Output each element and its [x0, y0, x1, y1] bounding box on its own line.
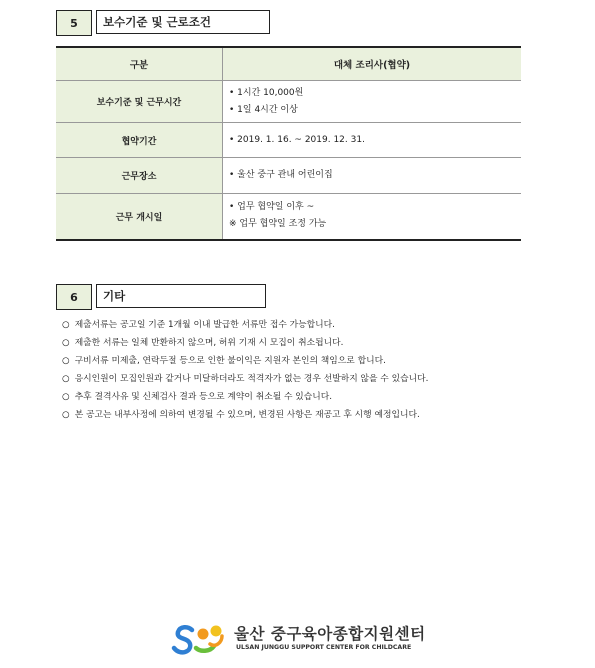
row-value-line: • 1일 4시간 이상: [229, 104, 298, 115]
note-text: 본 공고는 내부사정에 의하여 변경될 수 있으며, 변경된 사항은 재공고 후 시행 예정입니다.: [74, 410, 420, 420]
list-item: [62, 388, 428, 406]
row-value-line: ※ 업무 협약일 조정 가능: [229, 219, 327, 230]
note-text: 추후 결격사유 및 신체검사 결과 등으로 계약이 취소될 수 있습니다.: [74, 392, 333, 402]
list-item: [62, 370, 428, 388]
circle-bullet-icon: ○: [62, 338, 70, 348]
notes-list: [62, 316, 428, 424]
column-header: 구분: [56, 47, 223, 81]
row-value: [223, 194, 522, 240]
row-value-line: • 1시간 10,000원: [229, 87, 304, 98]
section-title: 기타: [96, 284, 266, 308]
row-label: 협약기간: [56, 123, 223, 158]
section-number: 6: [56, 284, 92, 310]
table-header-row: [56, 47, 521, 81]
table-row: [56, 123, 521, 158]
row-label: 보수기준 및 근무시간: [56, 81, 223, 123]
section-5-header: [56, 10, 270, 36]
list-item: [62, 316, 428, 334]
circle-bullet-icon: ○: [62, 356, 70, 366]
section-6-header: [56, 284, 266, 310]
row-value: [223, 158, 522, 194]
table-row: [56, 81, 521, 123]
circle-bullet-icon: ○: [62, 410, 70, 420]
column-header: 대체 조리사(협약): [223, 47, 522, 81]
center-name-english: ULSAN JUNGGU SUPPORT CENTER FOR CHILDCARE: [236, 644, 412, 651]
row-value-line: • 2019. 1. 16. ~ 2019. 12. 31.: [229, 134, 365, 145]
footer-logo: [170, 620, 432, 660]
note-text: 제출서류는 공고일 기준 1개월 이내 발급한 서류만 접수 가능합니다.: [74, 320, 335, 330]
list-item: [62, 334, 428, 352]
row-value: [223, 123, 522, 158]
circle-bullet-icon: ○: [62, 374, 70, 384]
row-value-line: • 울산 중구 관내 어린이집: [229, 170, 333, 180]
center-name-korean: 울산 중구육아종합지원센터: [234, 625, 426, 643]
note-text: 구비서류 미제출, 연락두절 등으로 인한 불이익은 지원자 본인의 책임으로 합니다.: [74, 356, 386, 366]
section-number: 5: [56, 10, 92, 36]
note-text: 제출한 서류는 일체 반환하지 않으며, 허위 기재 시 모집이 취소됩니다.: [74, 338, 344, 348]
list-item: [62, 352, 428, 370]
table-row: [56, 158, 521, 194]
conditions-table: [56, 46, 521, 241]
section-title: 보수기준 및 근로조건: [96, 10, 270, 34]
circle-bullet-icon: ○: [62, 392, 70, 402]
table-row: [56, 194, 521, 240]
row-value-line: • 업무 협약일 이후 ~: [229, 202, 315, 213]
note-text: 응시인원이 모집인원과 같거나 미달하더라도 적격자가 없는 경우 선발하지 않을 수 있습니다.: [74, 374, 429, 384]
circle-bullet-icon: ○: [62, 320, 70, 330]
row-value: [223, 81, 522, 123]
child-care-logo-icon: [170, 622, 226, 656]
list-item: [62, 406, 428, 424]
row-label: 근무 개시일: [56, 194, 223, 240]
row-label: 근무장소: [56, 158, 223, 194]
